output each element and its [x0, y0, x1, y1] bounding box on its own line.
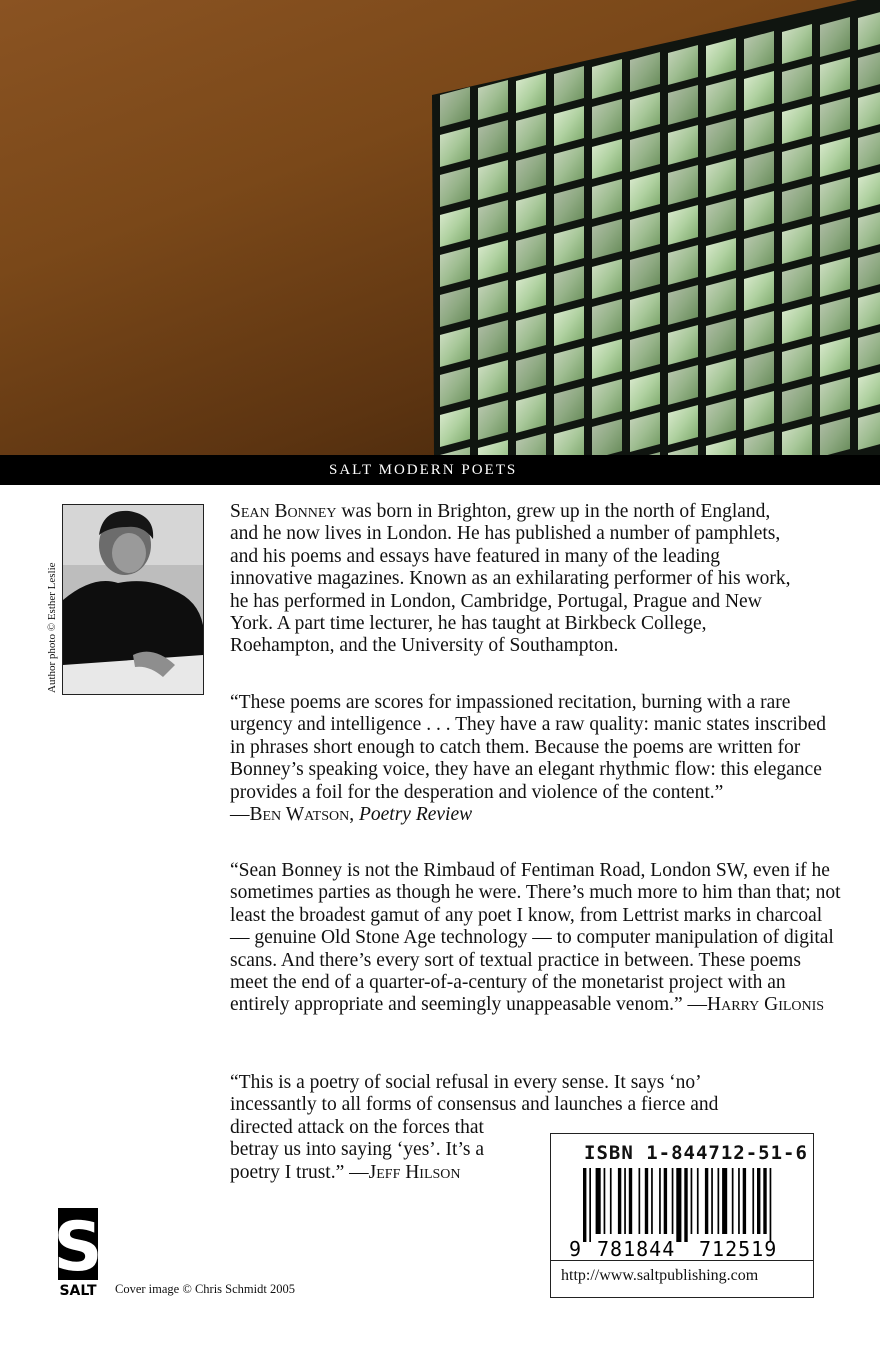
- barcode-digit-group: 712519: [699, 1237, 778, 1261]
- review-attribution: [230, 804, 842, 826]
- review-quote: [230, 692, 842, 826]
- logo-wordmark: SALT: [59, 1283, 97, 1299]
- review-quote-body: “Sean Bonney is not the Rimbaud of Fentiman Road, London SW, even if he sometimes parties as though he were. There’s much more to him than that; not least the broadest gamut of any poet I know, from Lettrist marks in charcoal — genuine Old Stone Age technology — to computer manipulation of digital scans. And there’s every sort of textual practice in between. These poems meet the end of a quarter-of-a-century of the monetarist project with an entirely appropriate and seemingly unappeasable venom.”: [230, 860, 841, 1016]
- barcode-digit-prefix: 9: [569, 1237, 582, 1261]
- reviewer-name: Harry Gilonis: [707, 994, 825, 1016]
- author-photo-credit-text: Author photo © Esther Leslie: [46, 562, 58, 693]
- barcode-bar: [610, 1168, 612, 1234]
- series-title: SALT MODERN POETS: [329, 462, 518, 478]
- isbn-divider: [551, 1260, 813, 1261]
- barcode-bar: [697, 1168, 699, 1234]
- building-illustration: [0, 0, 880, 455]
- barcode-bar: [763, 1168, 766, 1234]
- attribution-separator: ,: [349, 804, 359, 826]
- barcode-bar: [691, 1168, 693, 1234]
- barcode-bar: [722, 1168, 727, 1234]
- barcode-bar: [596, 1168, 601, 1234]
- cover-image-credit: Cover image © Chris Schmidt 2005: [115, 1282, 295, 1296]
- review-source: Poetry Review: [358, 804, 473, 826]
- review-quote: [230, 860, 842, 1017]
- barcode-bar: [583, 1168, 586, 1242]
- barcode-bar: [659, 1168, 661, 1234]
- review-quote-line: “This is a poetry of social refusal in every sense. It says ‘no’: [230, 1072, 702, 1093]
- attribution-dash: —: [349, 1161, 369, 1183]
- barcode-bar: [705, 1168, 708, 1234]
- reviewer-name: Jeff Hilson: [368, 1161, 461, 1183]
- publisher-logo: [53, 1208, 103, 1299]
- barcode-bar: [589, 1168, 591, 1242]
- barcode-bar: [711, 1168, 713, 1234]
- reviewer-name: Ben Watson: [249, 804, 350, 826]
- author-photo: [62, 504, 204, 695]
- barcode-bar: [645, 1168, 648, 1234]
- salt-logo-icon: [53, 1208, 103, 1299]
- isbn-number: ISBN 1-844712-51-6: [584, 1142, 808, 1164]
- series-banner: [0, 455, 880, 485]
- barcode-bar: [738, 1168, 740, 1234]
- review-quote-line: incessantly to all forms of consensus and launches a fierce and: [230, 1094, 719, 1116]
- barcode-bar: [752, 1168, 754, 1234]
- barcode-bar: [604, 1168, 606, 1234]
- author-bio-text: was born in Brighton, grew up in the north of England, and he now lives in London. He has published a number of pamphlets, and his poems and essays have featured in many of the leading innovative magazines. Known as an exhilarating performer of his work, he has performed in London, Cambridge, Portugal, Prague and New York. A part time lecturer, he has taught at Birkbeck College, Roehampton, and the University of Southampton.: [230, 501, 791, 657]
- attribution-dash: —: [687, 994, 708, 1016]
- review-quote-line: directed attack on the forces that: [230, 1116, 484, 1138]
- author-bio: [230, 501, 800, 658]
- barcode-bar: [664, 1168, 667, 1234]
- barcode-digit-group: 781844: [597, 1237, 676, 1261]
- publisher-url[interactable]: http://www.saltpublishing.com: [561, 1267, 759, 1284]
- review-quote-body: poetry I trust.”: [230, 1161, 350, 1183]
- barcode-bar: [629, 1168, 632, 1234]
- author-portrait-image: [63, 505, 203, 694]
- review-quote-text: [230, 860, 842, 1017]
- isbn-barcode-box: [550, 1133, 814, 1298]
- barcode-bar: [684, 1168, 687, 1242]
- barcode-bar: [743, 1168, 746, 1234]
- barcode-bar: [639, 1168, 641, 1234]
- barcode-bar: [618, 1168, 621, 1234]
- barcode-bar: [676, 1168, 681, 1242]
- review-quote-line: betray us into saying ‘yes’. It’s a: [230, 1139, 484, 1161]
- barcode: [561, 1168, 803, 1261]
- barcode-bar: [757, 1168, 760, 1234]
- barcode-bar: [651, 1168, 653, 1234]
- author-name: Sean Bonney: [230, 501, 337, 522]
- barcode-bar: [624, 1168, 626, 1234]
- barcode-bar: [770, 1168, 772, 1242]
- barcode-bar: [672, 1168, 674, 1234]
- barcode-bar: [732, 1168, 734, 1234]
- logo-letter: S: [53, 1208, 103, 1287]
- review-quote-text: “These poems are scores for impassioned recitation, burning with a rare urgency and intelligence . . . They have a raw quality: manic states inscribed in phrases short enough to catch them. Because the poems are written for Bonney’s speaking voice, they have an elegant rhythmic flow: this elegance provides a foil for the desperation and violence of the content.”: [230, 692, 826, 803]
- attribution-dash: —: [230, 804, 250, 826]
- cover-photo: [0, 0, 880, 455]
- barcode-bar: [718, 1168, 720, 1234]
